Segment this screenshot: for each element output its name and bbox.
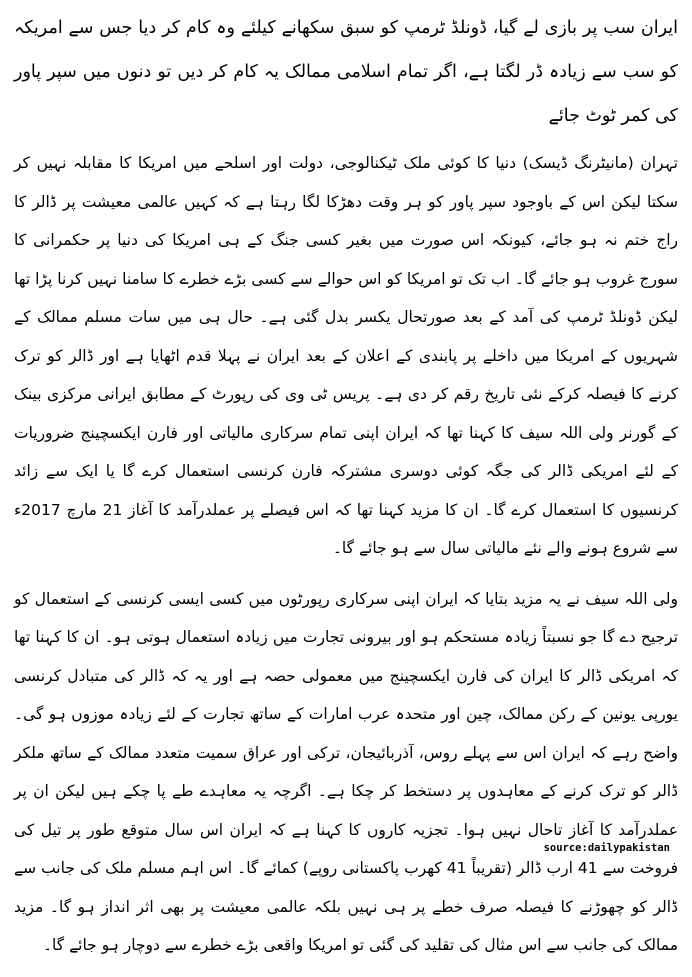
headline: ایران سب پر بازی لے گیا، ڈونلڈ ٹرمپ کو سبق سکھانے کیلئے وہ کام کر دیا جس سے امریکہ کو سب سے زیادہ ڈر لگتا ہے، اگر تمام اسلامی ممالک یہ کام کر دیں تو دنوں میں سپر پاور کی کمر ٹوٹ جائے (14, 18, 678, 126)
article-paragraph-2: ولی اللہ سیف نے یہ مزید بتایا کہ ایران اپنی سرکاری رپورٹوں میں کسی ایسی کرنسی کے استعمال کو ترجیح دے گا جو نسبتاً زیادہ مستحکم ہو اور بیرونی تجارت میں زیادہ استعمال ہوتی ہو۔ ان کا کہنا تھا کہ امریکی ڈالر کا ایران کی فارن ایکسچینج میں معمولی حصہ ہے اور یہ کہ ڈالر کی متبادل کرنسی یورپی یونین کے رکن ممالک، چین اور متحدہ عرب امارات کے ساتھ تجارت کے لئے زیادہ موزوں ہو گی۔ واضح رہے کہ ایران اس سے پہلے روس، آذربائیجان، ترکی اور عراق سمیت متعدد ممالک کے ساتھ ملکر ڈالر کو ترک کرنے کے معاہدوں پر دستخط کر چکا ہے۔ اگرچہ یہ معاہدے طے پا چکے ہیں لیکن ان پر عملدرآمد کا آغاز تاحال نہیں ہوا۔ تجزیہ کاروں کا کہنا ہے کہ ایران اس سال متوقع طور پر تیل کی فروخت سے 41 ارب ڈالر (تقریباً 41 کھرب پاکستانی روپے) کمائے گا۔ اس اہم مسلم ملک کی جانب سے ڈالر کو چھوڑنے کا فیصلہ صرف خطے پر ہی نہیں بلکہ عالمی معیشت پر بھی اثر انداز ہو گا۔ مزید ممالک کی جانب سے اس مثال کی تقلید کی گئی تو امریکا واقعی بڑے خطرے سے دوچار ہو جائے گا۔ (14, 589, 679, 954)
source-credit: source:dailypakistan (543, 842, 670, 854)
article (14, 6, 678, 977)
article-paragraph-1: تہران (مانیٹرنگ ڈیسک) دنیا کا کوئی ملک ٹیکنالوجی، دولت اور اسلحے میں امریکا کا مقابلہ نہیں کر سکتا لیکن اس کے باوجود سپر پاور کو ہر وقت دھڑکا لگا رہتا ہے کہ کہیں عالمی معیشت پر ڈالر کا راج ختم نہ ہو جائے، کیونکہ اس صورت میں بغیر کسی جنگ کے ہی امریکا کی دنیا پر حکمرانی کا سورج غروب ہو جائے گا۔ اب تک تو امریکا کو اس حوالے سے کسی بڑے خطرے کا سامنا نہیں کرنا پڑا تھا لیکن ڈونلڈ ٹرمپ کی آمد کے بعد صورتحال یکسر بدل گئی ہے۔ حال ہی میں سات مسلم ممالک کے شہریوں کے امریکا میں داخلے پر پابندی کے اعلان کے بعد ایران نے پہلا قدم اٹھایا ہے اور ڈالر کو ترک کرنے کا فیصلہ کرکے نئی تاریخ رقم کر دی ہے۔ پریس ٹی وی کی رپورٹ کے مطابق ایرانی مرکزی بینک کے گورنر ولی اللہ سیف کا کہنا تھا کہ ایران اپنی تمام سرکاری مالیاتی اور فارن ایکسچینج ضروریات کے لئے امریکی ڈالر کی جگہ کوئی دوسری مشترکہ فارن کرنسی استعمال کرے گا یا ایک سے زائد کرنسیوں کا استعمال کرے گا۔ ان کا مزید کہنا تھا کہ اس فیصلے پر عملدرآمد کا آغاز 21 مارچ 2017ء سے شروع ہونے والے نئے مالیاتی سال سے ہو جائے گا۔ (14, 154, 678, 557)
